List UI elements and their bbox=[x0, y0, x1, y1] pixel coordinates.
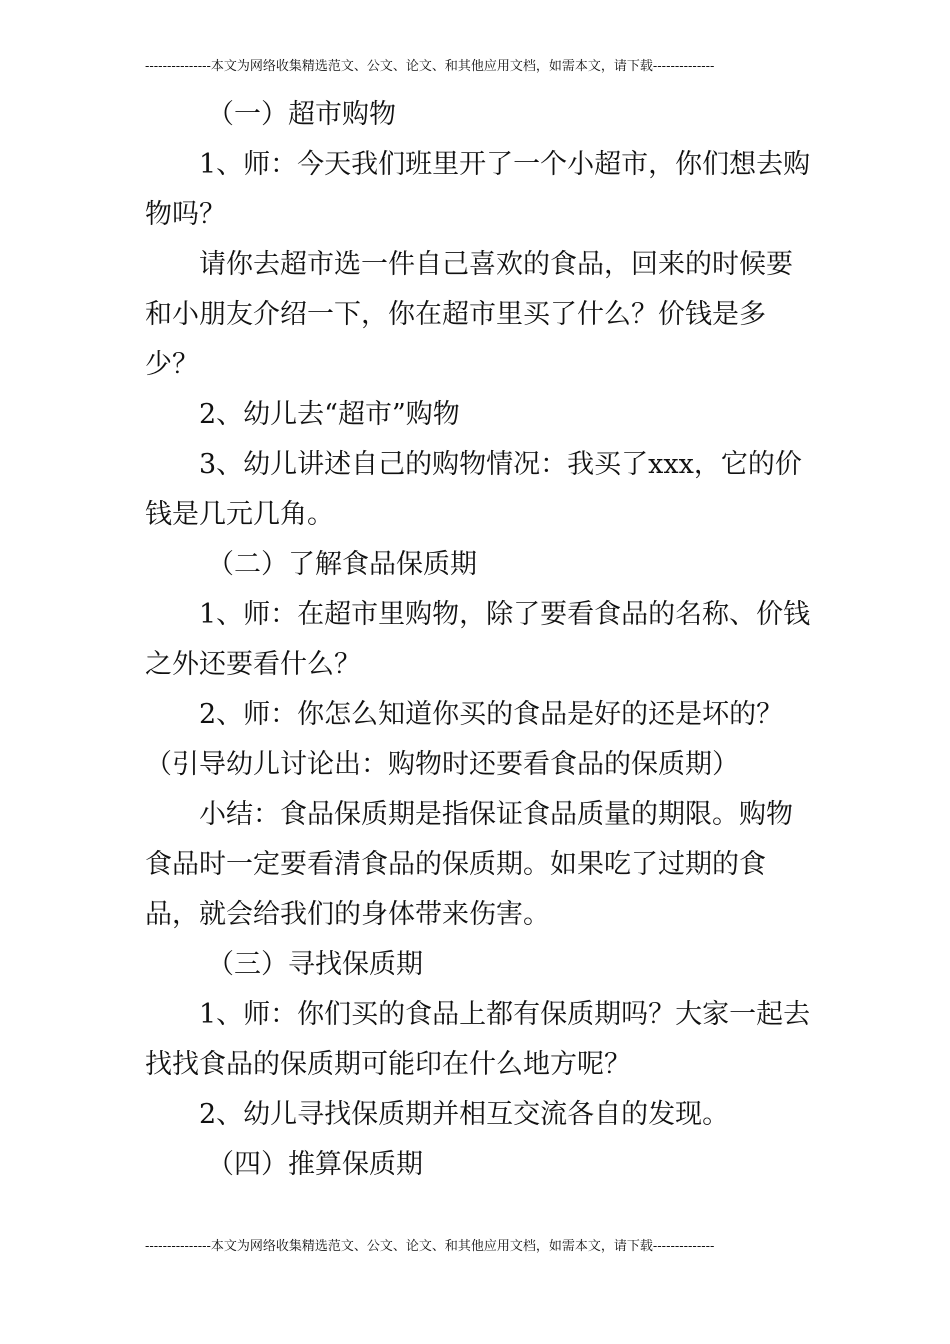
paragraph: 1、师：今天我们班里开了一个小超市，你们想去购物吗？ bbox=[145, 149, 811, 230]
section-heading-1: （一）超市购物 bbox=[207, 99, 396, 130]
paragraph: 2、幼儿去“超市”购物 bbox=[199, 399, 460, 430]
paragraph: 请你去超市选一件自己喜欢的食品，回来的时候要和小朋友介绍一下，你在超市里买了什么？价钱是多少？ bbox=[145, 249, 793, 380]
section-heading-2: （二）了解食品保质期 bbox=[207, 549, 477, 580]
paragraph: 1、师：你们买的食品上都有保质期吗？大家一起去找找食品的保质期可能印在什么地方呢？ bbox=[145, 999, 811, 1080]
header-banner: ---------------本文为网络收集精选范文、公文、论文、和其他应用文档，如需本文，请下载-------------- bbox=[145, 59, 715, 74]
paragraph: 2、师：你怎么知道你买的食品是好的还是坏的？ bbox=[199, 699, 784, 730]
paragraph-summary: 小结：食品保质期是指保证食品质量的期限。购物食品时一定要看清食品的保质期。如果吃了过期的食品，就会给我们的身体带来伤害。 bbox=[145, 799, 793, 930]
footer-banner: ---------------本文为网络收集精选范文、公文、论文、和其他应用文档，如需本文，请下载-------------- bbox=[145, 1239, 715, 1254]
paragraph: 2、幼儿寻找保质期并相互交流各自的发现。 bbox=[199, 1099, 730, 1130]
document-body bbox=[145, 90, 815, 1190]
paragraph: 1、师：在超市里购物，除了要看食品的名称、价钱之外还要看什么？ bbox=[145, 599, 811, 680]
paragraph: 3、幼儿讲述自己的购物情况：我买了xxx，它的价钱是几元几角。 bbox=[145, 449, 802, 530]
section-heading-3: （三）寻找保质期 bbox=[207, 949, 423, 980]
paragraph-note: （引导幼儿讨论出：购物时还要看食品的保质期） bbox=[145, 749, 739, 780]
section-heading-4: （四）推算保质期 bbox=[207, 1149, 423, 1180]
